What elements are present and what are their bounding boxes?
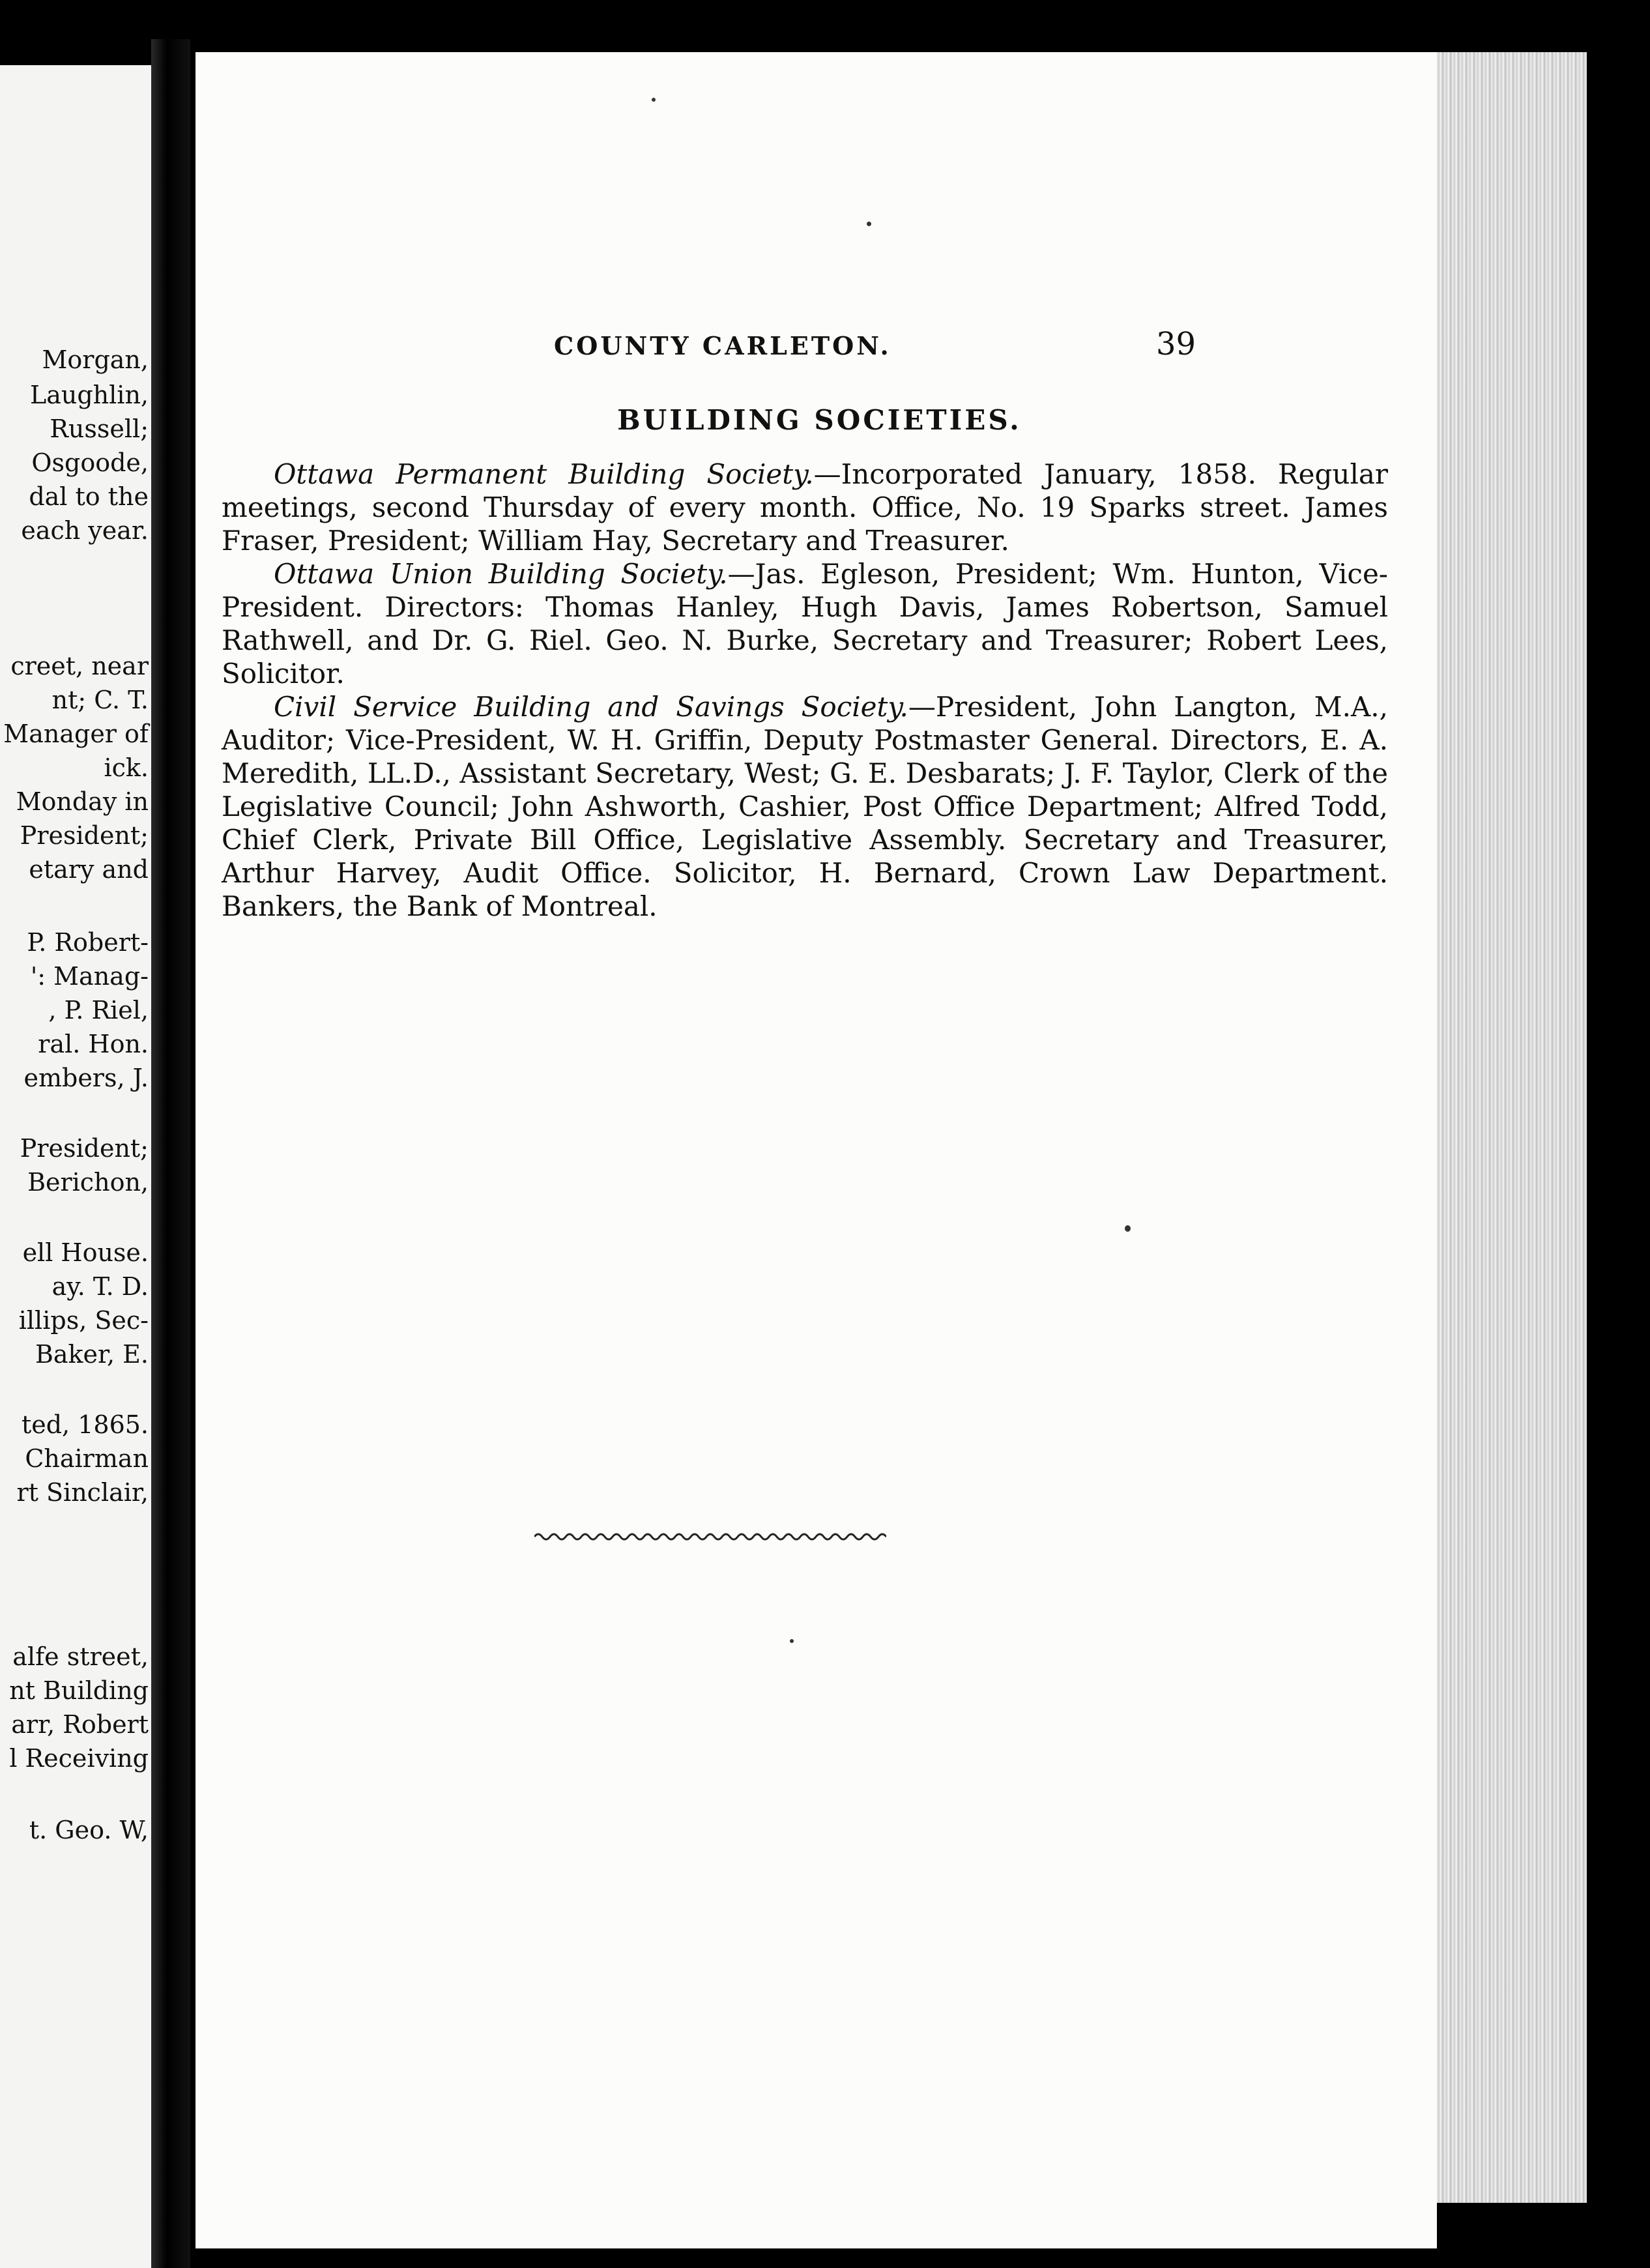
facing-line: Laughlin, — [29, 381, 149, 409]
facing-line: ': Manag- — [30, 962, 149, 991]
facing-line: etary and — [29, 855, 149, 884]
facing-line: arr, Robert — [11, 1710, 149, 1739]
wavy-rule-ornament — [534, 1530, 886, 1543]
facing-line: ted, 1865. — [21, 1410, 149, 1439]
society-name: Civil Service Building and Savings Society. — [274, 691, 908, 723]
society-entry — [222, 458, 1388, 557]
facing-line: dal to the — [29, 482, 149, 511]
society-name: Ottawa Union Building Society. — [274, 558, 728, 590]
facing-line: ay. T. D. — [51, 1272, 149, 1301]
facing-line: nt; C. T. — [51, 686, 149, 714]
facing-line: , P. Riel, — [48, 996, 149, 1025]
page-number: 39 — [1156, 326, 1196, 362]
facing-line: ell House. — [22, 1238, 149, 1267]
page-header — [195, 326, 1437, 371]
facing-line: P. Robert- — [27, 928, 149, 957]
facing-line: ick. — [104, 753, 149, 782]
facing-line: President; — [20, 821, 149, 850]
facing-line: Manager of — [3, 720, 149, 748]
facing-line: creet, near — [10, 652, 149, 680]
facing-line: embers, J. — [23, 1064, 149, 1092]
ink-speck — [790, 1639, 794, 1643]
society-details: —President, John Langton, M.A., Auditor; Vice-President, W. H. Griffin, Deputy Postmaster General. Directors, E. A. Meredith, LL.D., Assistant Secretary, West; G. E. Desbarats; J. F. Taylor, Clerk of the Legislative Council; John Ashworth, Cashier, Post Office Department; Alfred Todd, Chief Clerk, Private Bill Office, Legislative Assembly. Secretary and Treasurer, Arthur Harvey, Audit Office. Solicitor, H. Bernard, Crown Law Department. Bankers, the Bank of Montreal. — [222, 691, 1389, 922]
society-name: Ottawa Permanent Building Society. — [274, 458, 814, 490]
facing-line: Baker, E. — [35, 1340, 149, 1369]
society-entry — [222, 690, 1388, 923]
book-page — [195, 52, 1437, 2248]
page-edges — [1437, 52, 1587, 2203]
ink-speck — [867, 222, 871, 226]
facing-page-fragment — [0, 65, 151, 2268]
facing-line: rt Sinclair, — [16, 1478, 149, 1507]
ink-speck — [652, 98, 656, 102]
facing-line: each year. — [21, 516, 149, 545]
facing-line: l Receiving — [9, 1744, 149, 1773]
facing-line: alfe street, — [12, 1642, 149, 1671]
facing-line: Chairman — [25, 1444, 149, 1473]
facing-line: Berichon, — [27, 1168, 149, 1197]
facing-line: t. Geo. W, — [29, 1816, 149, 1844]
facing-line: nt Building — [9, 1676, 149, 1705]
facing-line: Morgan, — [42, 345, 149, 374]
facing-line: Osgoode, — [31, 448, 149, 477]
facing-line: Russell; — [50, 414, 149, 443]
society-details: —Incorporated January, 1858. Regular meetings, second Thursday of every month. Office, No. 19 Sparks street. James Fraser, President; William Hay, Secretary and Treasurer. — [222, 458, 1388, 557]
facing-line: Monday in — [16, 787, 149, 816]
society-details: —Jas. Egleson, President; Wm. Hunton, Vice-President. Directors: Thomas Hanley, Hugh Davis, James Robertson, Samuel Rathwell, and Dr. G. Riel. Geo. N. Burke, Secretary and Treasurer; Robert Lees, Solicitor. — [222, 558, 1389, 690]
book-gutter — [151, 39, 190, 2268]
society-entry — [222, 557, 1388, 690]
facing-line: illips, Sec- — [18, 1306, 149, 1335]
facing-line: President; — [20, 1134, 149, 1163]
section-title: BUILDING SOCIETIES. — [617, 404, 1022, 436]
ink-speck — [1125, 1225, 1131, 1232]
section-body — [222, 458, 1388, 923]
facing-line: ral. Hon. — [38, 1030, 149, 1058]
running-head: COUNTY CARLETON. — [554, 331, 891, 360]
